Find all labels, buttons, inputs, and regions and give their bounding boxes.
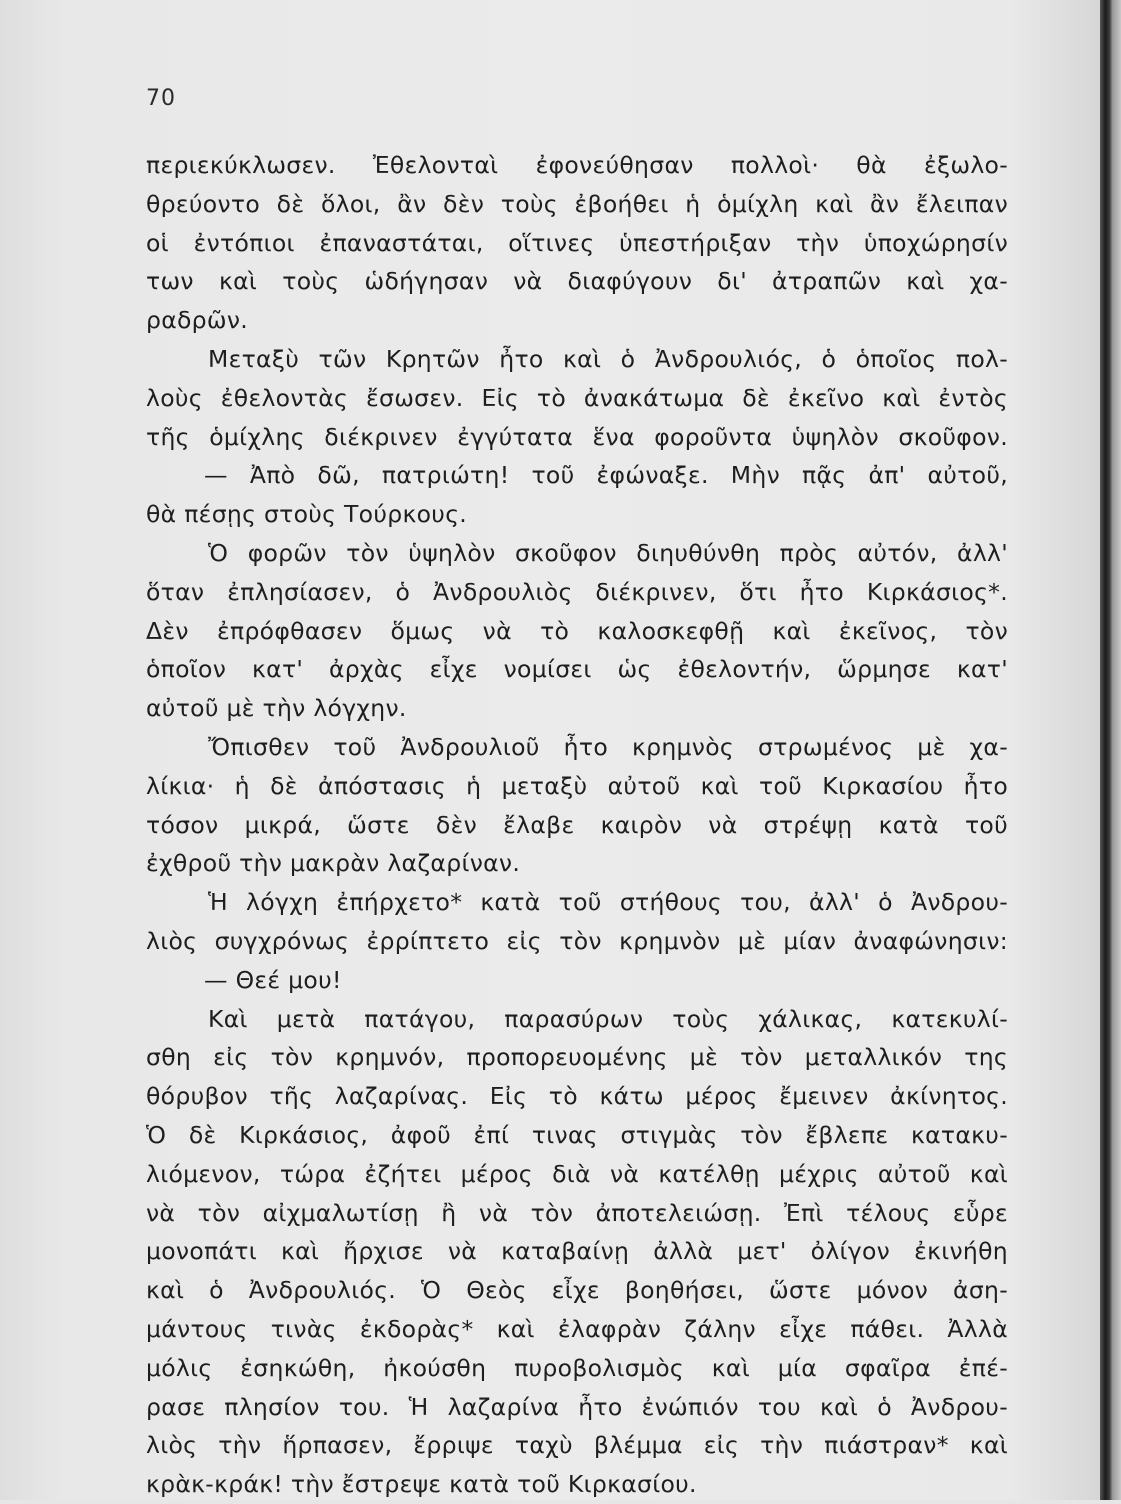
text-line: Ἡ λόγχη ἐπήρχετο* κατὰ τοῦ στήθους του, ἀλλ' ὁ Ἀνδρου-	[208, 888, 1008, 917]
text-line: Καὶ μετὰ πατάγου, παρασύρων τοὺς χάλικας, κατεκυλί-	[208, 1004, 1008, 1033]
body-text	[146, 146, 1008, 1504]
text-line: καὶ ὁ Ἀνδρουλιός. Ὁ Θεὸς εἶχε βοηθήσει, ὥστε μόνον ἀση-	[146, 1276, 1008, 1305]
text-line: Ὄπισθεν τοῦ Ἀνδρουλιοῦ ἦτο κρημνὸς στρωμένος μὲ χα-	[208, 732, 1008, 761]
text-line: τόσον μικρά, ὥστε δὲν ἔλαβε καιρὸν νὰ στρέψῃ κατὰ τοῦ	[146, 810, 1008, 839]
book-binding-edge	[1100, 0, 1121, 1500]
text-line: ρασε πλησίον του. Ἡ λαζαρίνα ἦτο ἐνώπιόν του καὶ ὁ Ἀνδρου-	[146, 1392, 1008, 1421]
text-line: μάντους τινὰς ἐκδορὰς* καὶ ἐλαφρὰν ζάλην εἶχε πάθει. Ἀλλὰ	[146, 1314, 1008, 1343]
text-line: λιὸς τὴν ἥρπασεν, ἔρριψε ταχὺ βλέμμα εἰς τὴν πιάστραν* καὶ	[146, 1431, 1008, 1460]
text-line: ὅταν ἐπλησίασεν, ὁ Ἀνδρουλιὸς διέκρινεν, ὅτι ἦτο Κιρκάσιος*.	[146, 577, 1008, 606]
text-line: ὁποῖον κατ' ἀρχὰς εἶχε νομίσει ὡς ἐθελοντήν, ὥρμησε κατ'	[146, 655, 1008, 684]
text-line: ἐχθροῦ τὴν μακρὰν λαζαρίναν.	[146, 849, 521, 878]
text-line: θρεύοντο δὲ ὅλοι, ἂν δὲν τοὺς ἐβοήθει ἡ ὁμίχλη καὶ ἂν ἔλειπαν	[146, 189, 1008, 218]
text-line: κρὰκ-κράκ! τὴν ἔστρεψε κατὰ τοῦ Κιρκασίου.	[146, 1470, 697, 1499]
text-line: οἱ ἐντόπιοι ἐπαναστάται, οἵτινες ὑπεστήριξαν τὴν ὑποχώρησίν	[146, 228, 1008, 257]
text-line: νὰ τὸν αἰχμαλωτίσῃ ἢ νὰ τὸν ἀποτελειώσῃ. Ἐπὶ τέλους εὗρε	[146, 1198, 1008, 1227]
text-line: μονοπάτι καὶ ἤρχισε νὰ καταβαίνῃ ἀλλὰ μετ' ὀλίγον ἐκινήθη	[146, 1237, 1008, 1266]
text-line: Μεταξὺ τῶν Κρητῶν ἦτο καὶ ὁ Ἀνδρουλιός, ὁ ὁποῖος πολ-	[208, 344, 1008, 373]
text-line: Ὁ φορῶν τὸν ὑψηλὸν σκοῦφον διηυθύνθη πρὸς αὐτόν, ἀλλ'	[208, 538, 1008, 567]
text-line: λιὸς συγχρόνως ἐρρίπτετο εἰς τὸν κρημνὸν μὲ μίαν ἀναφώνησιν:	[146, 926, 1008, 955]
text-line: λοὺς ἐθελοντὰς ἔσωσεν. Εἰς τὸ ἀνακάτωμα δὲ ἐκεῖνο καὶ ἐντὸς	[146, 383, 1008, 412]
text-line: θὰ πέσῃς στοὺς Τούρκους.	[146, 500, 468, 529]
text-line: Ὁ δὲ Κιρκάσιος, ἀφοῦ ἐπί τινας στιγμὰς τὸν ἔβλεπε κατακυ-	[146, 1120, 1008, 1149]
text-line: Δὲν ἐπρόφθασεν ὅμως νὰ τὸ καλοσκεφθῇ καὶ ἐκεῖνος, τὸν	[146, 616, 1008, 645]
text-line: αὐτοῦ μὲ τὴν λόγχην.	[146, 694, 407, 723]
text-line: μόλις ἐσηκώθη, ἠκούσθη πυροβολισμὸς καὶ μία σφαῖρα ἐπέ-	[146, 1353, 1008, 1382]
text-line: τῆς ὁμίχλης διέκρινεν ἐγγύτατα ἕνα φοροῦντα ὑψηλὸν σκοῦφον.	[146, 422, 1008, 451]
text-line: σθη εἰς τὸν κρημνόν, προπορευομένης μὲ τὸν μεταλλικόν της	[146, 1043, 1008, 1072]
text-line: περιεκύκλωσεν. Ἐθελονταὶ ἐφονεύθησαν πολλοὶ· θὰ ἐξωλο-	[146, 151, 1008, 179]
text-line: θόρυβον τῆς λαζαρίνας. Εἰς τὸ κάτω μέρος ἔμεινεν ἀκίνητος.	[146, 1082, 1008, 1111]
page-number: 70	[146, 86, 176, 111]
text-line: — Θεέ μου!	[204, 965, 342, 994]
text-line: — Ἀπὸ δῶ, πατριώτη! τοῦ ἐφώναξε. Μὴν πᾷς ἀπ' αὐτοῦ,	[204, 461, 1008, 490]
text-line: ραδρῶν.	[146, 306, 249, 335]
text-line: λίκια· ἡ δὲ ἀπόστασις ἡ μεταξὺ αὐτοῦ καὶ τοῦ Κιρκασίου ἦτο	[146, 771, 1008, 800]
text-line: των καὶ τοὺς ὡδήγησαν νὰ διαφύγουν δι' ἀτραπῶν καὶ χα-	[146, 267, 1008, 296]
text-line: λιόμενον, τώρα ἐζήτει μέρος διὰ νὰ κατέλθῃ μέχρις αὐτοῦ καὶ	[146, 1159, 1008, 1188]
